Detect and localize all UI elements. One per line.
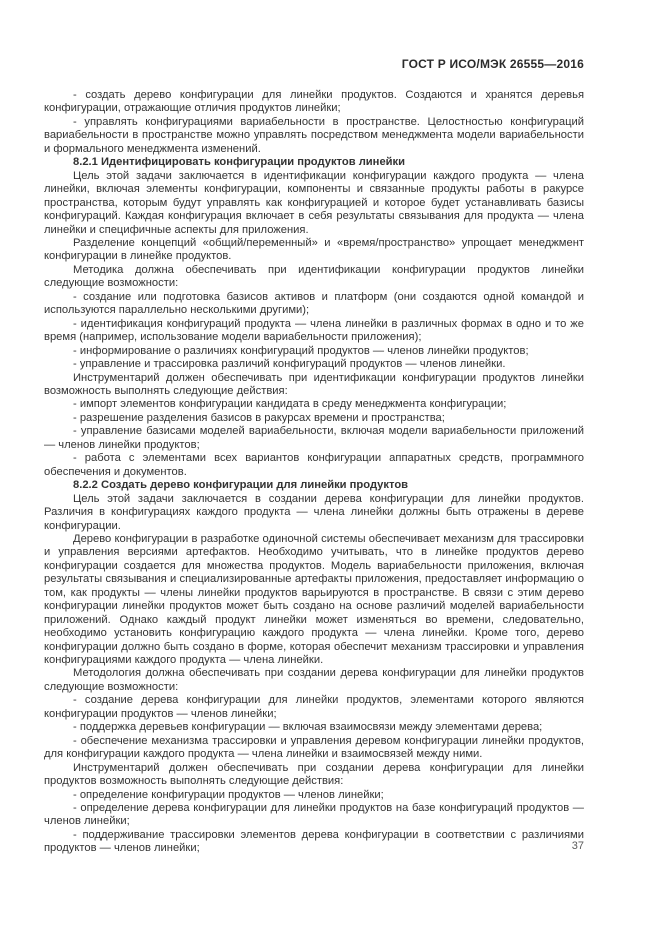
list-item-paragraph: - обеспечение механизма трассировки и управления деревом конфигурации линейки продуктов, для конфигурации каждого продукта — члена линейки и взаимосвязей между ними. [44,734,584,761]
list-item-paragraph: - создание или подготовка базисов активов и платформ (они создаются одной командой и используются параллельно несколькими другими); [44,290,584,317]
list-item-paragraph: - создать дерево конфигурации для линейки продуктов. Создаются и хранятся деревья конфигурации, отражающие отличия продуктов линейки; [44,89,584,115]
list-item-paragraph: - определение конфигурации продуктов — членов линейки; [73,788,384,801]
paragraph: Цель этой задачи заключается в создании дерева конфигурации для линейки продуктов. Различия в конфигурациях каждого продукта — члена линейки должны быть отражены в дереве конфигурации. [44,492,584,532]
section-heading: 8.2.2 Создать дерево конфигурации для линейки продуктов [73,479,409,492]
paragraph: Методология должна обеспечивать при создании дерева конфигурации для линейки продуктов следующие возможности: [44,667,584,693]
list-item-paragraph: - работа с элементами всех вариантов конфигурации аппаратных средств, программного обеспечения и документов. [44,452,584,478]
paragraph: Инструментарий должен обеспечивать при создании дерева конфигурации для линейки продуктов возможность выполнять следующие действия: [44,761,584,788]
list-item-paragraph: - создание дерева конфигурации для линейки продуктов, элементами которого являются конфигурации продуктов — членов линейки; [44,694,584,720]
document-body [44,89,584,856]
list-item-paragraph: - определение дерева конфигурации для линейки продуктов на базе конфигураций продуктов — членов линейки; [44,802,584,828]
paragraph: Разделение концепций «общий/переменный» и «время/пространство» упрощает менеджмент конфигурации в линейке продуктов. [44,236,584,263]
paragraph: Инструментарий должен обеспечивать при идентификации конфигурации продуктов линейки возможность выполнять следующие действия: [44,371,584,397]
running-header: ГОСТ Р ИСО/МЭК 26555—2016 [401,57,584,71]
list-item-paragraph: - управлять конфигурациями вариабельности в пространстве. Целостностью конфигураций вариабельности в пространстве можно управлять посредством менеджмента модели вариабельности и формального менеджмента изменений. [44,115,584,155]
paragraph: Цель этой задачи заключается в идентификации конфигурации каждого продукта — члена линейки, включая элементы конфигурации, компоненты и связанные продукты работы в ракурсе пространства, которым будут управлять как конфигурацией и которое будет устанавливать базисы конфигураций. Каждая конфигурация включает в себя результаты связывания для продукта — члена линейки и специфичные аспекты для приложения. [44,169,584,236]
paragraph: Методика должна обеспечивать при идентификации конфигурации продуктов линейки следующие возможности: [44,263,584,290]
list-item-paragraph: - поддерживание трассировки элементов дерева конфигурации в соответствии с различиями продуктов — членов линейки; [44,828,584,855]
section-heading: 8.2.1 Идентифицировать конфигурации продуктов линейки [73,156,406,169]
list-item-paragraph: - идентификация конфигураций продукта — члена линейки в различных формах в одно и то же время (например, использование модели вариабельности приложения); [44,317,584,344]
list-item-paragraph: - поддержка деревьев конфигурации — включая взаимосвязи между элементами дерева; [73,721,543,734]
paragraph: Дерево конфигурации в разработке одиночной системы обеспечивает механизм для трассировки и управления версиями артефактов. Необходимо учитывать, что в линейке продуктов дерево конфигурации создается для множества продуктов. Модель вариабельности приложения, включая результаты связывания и специализированные артефакты приложения, предоставляет информацию о том, как продукты — члены линейки продуктов варьируются в пространстве. В связи с этим дерево конфигурации линейки продуктов может быть создано на основе различий моделей вариабельности приложений. Однако каждый продукт линейки может изменяться во времени, следовательно, необходимо установить конфигурацию каждого продукта — члена линейки. Кроме того, дерево конфигурации должно быть создано в форме, которая обеспечит механизм трассировки и управления конфигурациями каждого продукта — члена линейки. [44,532,584,667]
list-item-paragraph: - импорт элементов конфигурации кандидата в среду менеджмента конфигурации; [73,398,507,411]
page-number: 37 [571,840,584,852]
list-item-paragraph: - управление базисами моделей вариабельности, включая модели вариабельности приложений — членов линейки продуктов; [44,425,584,451]
list-item-paragraph: - информирование о различиях конфигураций продуктов — членов линейки продуктов; [73,344,529,357]
list-item-paragraph: - управление и трассировка различий конфигураций продуктов — членов линейки. [73,358,506,371]
list-item-paragraph: - разрешение разделения базисов в ракурсах времени и пространства; [73,411,445,424]
